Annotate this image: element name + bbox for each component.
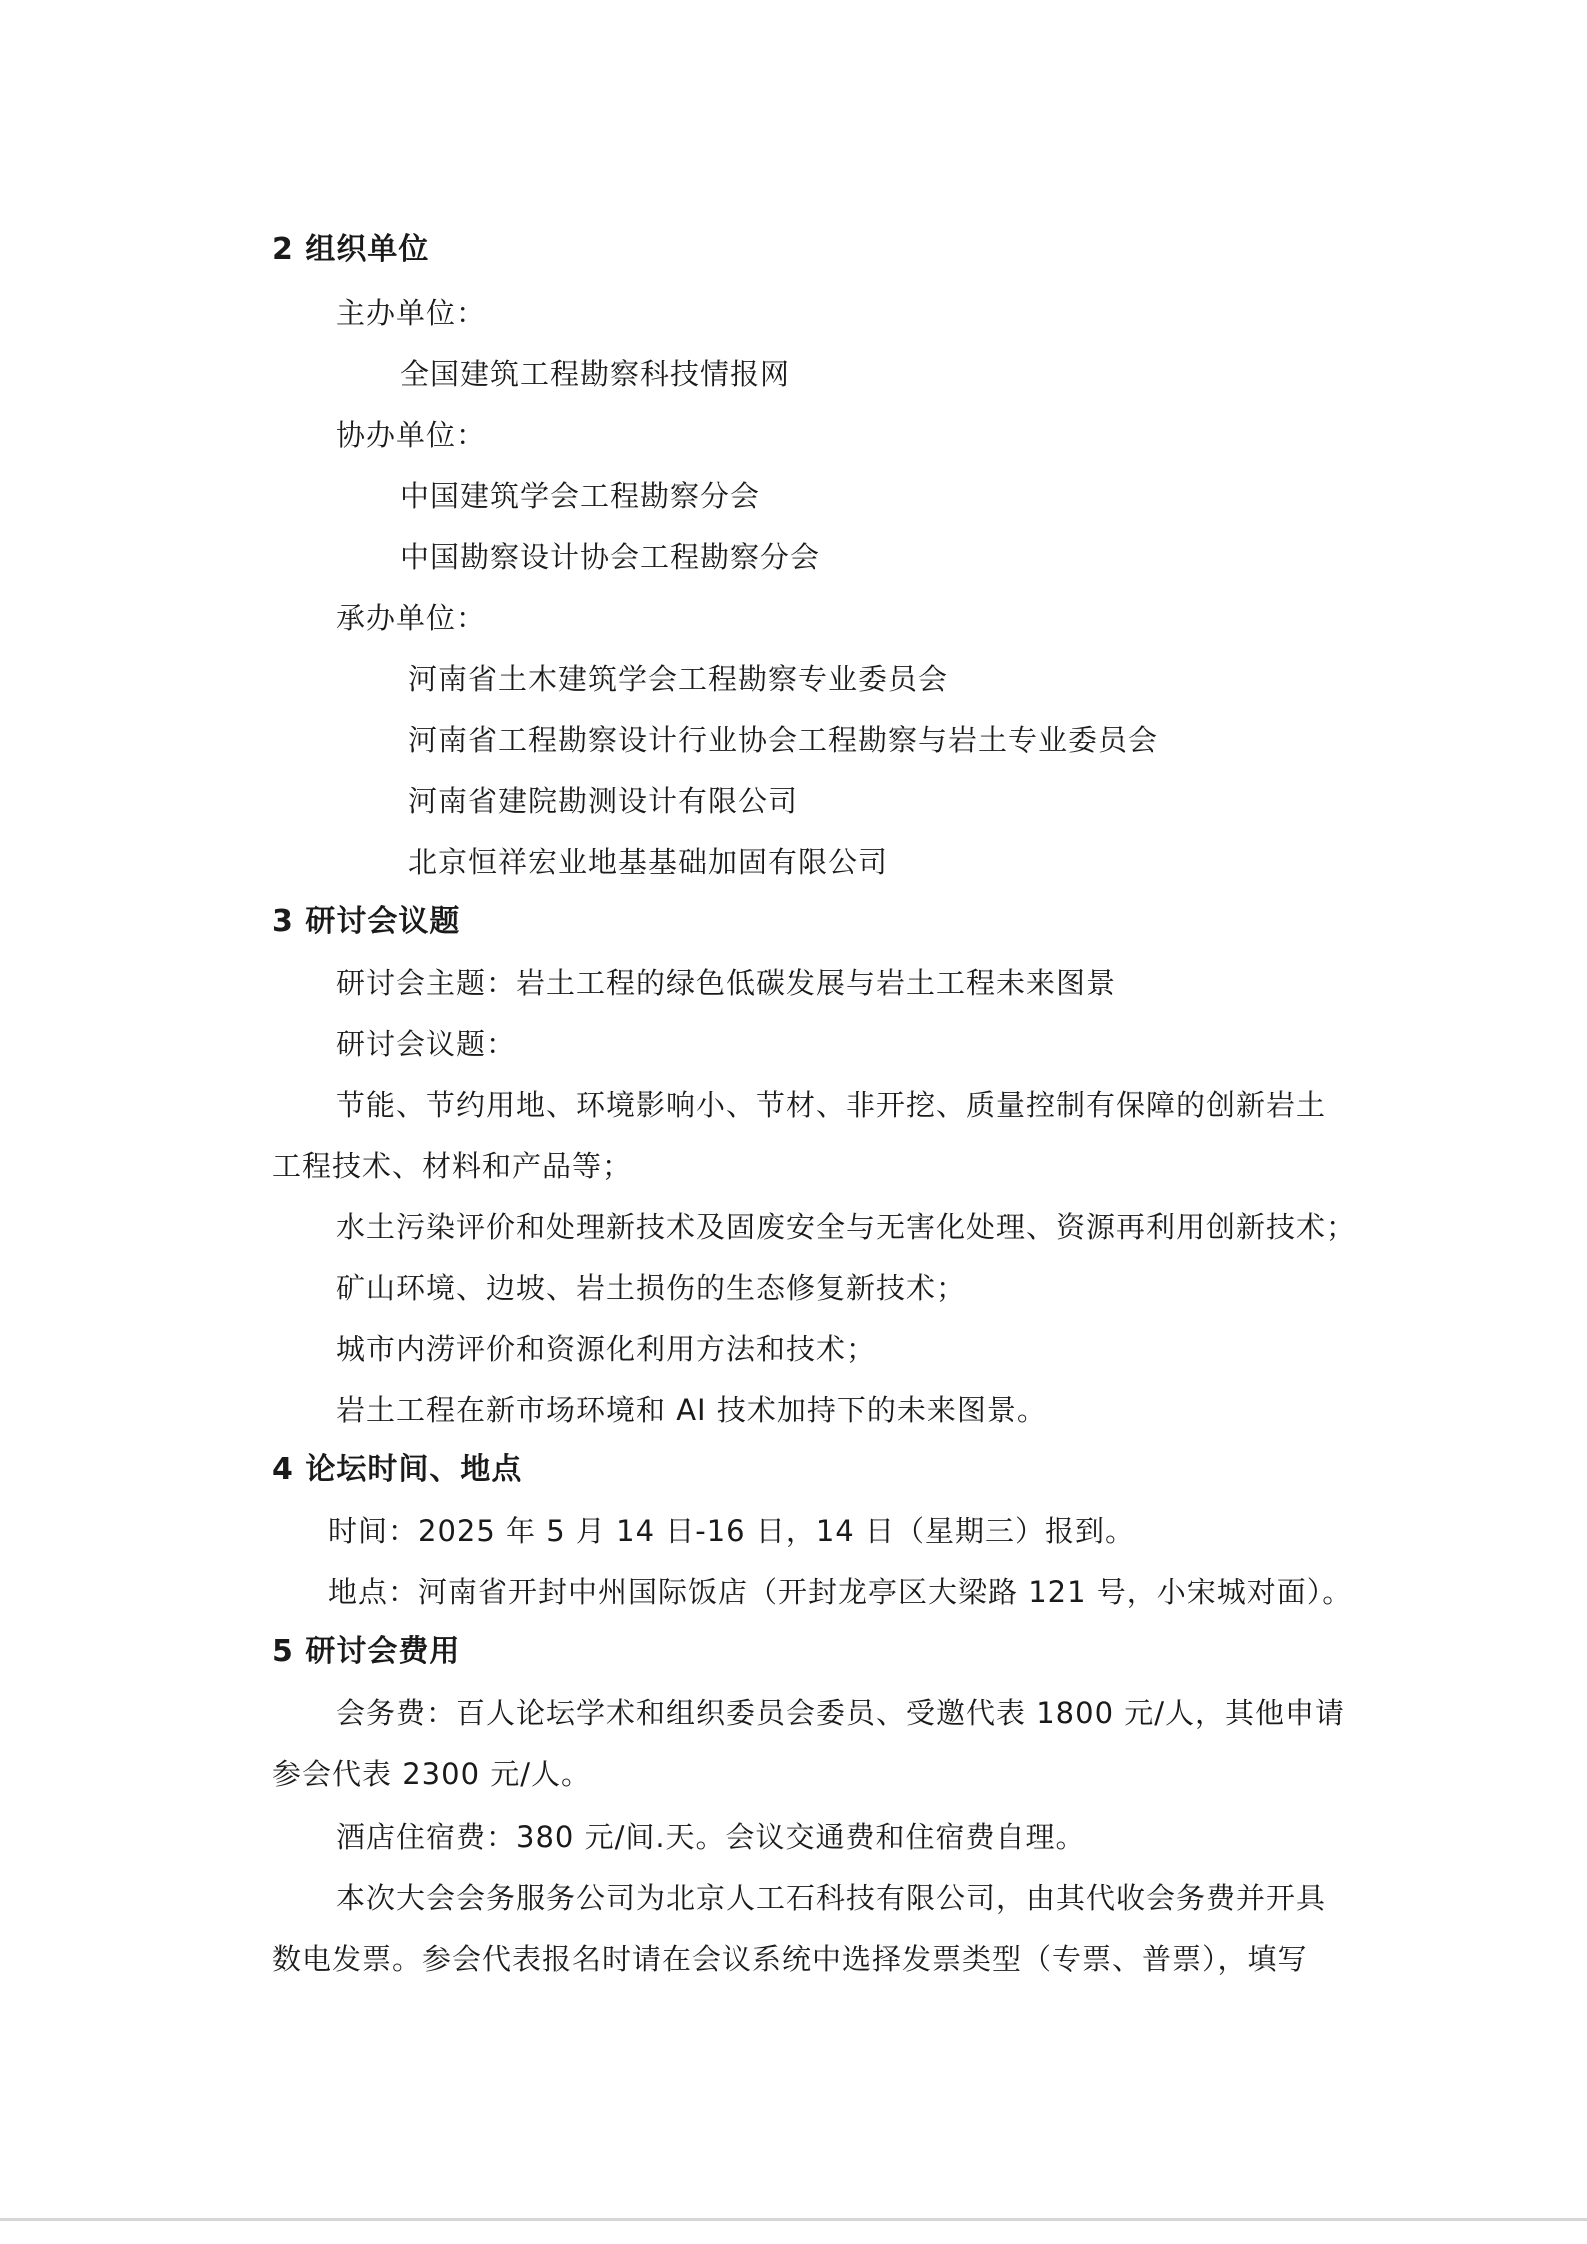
service-company: 本次大会会务服务公司为北京人工石科技有限公司，由其代收会务费并开具 [336,1881,1327,1915]
topic-item: 城市内涝评价和资源化利用方法和技术； [336,1332,877,1366]
section-5-heading: 5 研讨会费用 [272,1634,461,1669]
co-unit-org: 中国勘察设计协会工程勘察分会 [400,540,821,574]
section-4-heading: 4 论坛时间、地点 [272,1452,523,1487]
forum-time: 时间：2025 年 5 月 14 日-16 日，14 日（星期三）报到。 [328,1514,1135,1548]
topic-item: 矿山环境、边坡、岩土损伤的生态修复新技术； [336,1271,967,1305]
topic-item: 水土污染评价和处理新技术及固废安全与无害化处理、资源再利用创新技术； [336,1210,1357,1244]
co-unit-label: 协办单位： [336,418,487,452]
undertake-unit-org: 北京恒祥宏业地基基础加固有限公司 [408,845,889,879]
forum-place: 地点：河南省开封中州国际饭店（开封龙亭区大梁路 121 号，小宋城对面）。 [328,1575,1353,1609]
conference-fee: 会务费：百人论坛学术和组织委员会委员、受邀代表 1800 元/人，其他申请 [336,1696,1346,1730]
co-unit-org: 中国建筑学会工程勘察分会 [400,479,761,513]
undertake-unit-org: 河南省土木建筑学会工程勘察专业委员会 [408,662,949,696]
topic-item: 岩土工程在新市场环境和 AI 技术加持下的未来图景。 [336,1393,1047,1427]
seminar-theme: 研讨会主题：岩土工程的绿色低碳发展与岩土工程未来图景 [336,966,1117,1000]
hotel-fee: 酒店住宿费：380 元/间.天。会议交通费和住宿费自理。 [336,1820,1086,1854]
undertake-unit-label: 承办单位： [336,601,487,635]
undertake-unit-org: 河南省建院勘测设计有限公司 [408,784,799,818]
host-unit-org: 全国建筑工程勘察科技情报网 [400,357,791,391]
scan-edge-line [0,2218,1587,2221]
service-company-continued: 数电发票。参会代表报名时请在会议系统中选择发票类型（专票、普票），填写 [272,1942,1308,1976]
topic-item-continued: 工程技术、材料和产品等； [272,1149,633,1183]
section-3-heading: 3 研讨会议题 [272,904,461,939]
conference-fee-continued: 参会代表 2300 元/人。 [272,1757,592,1791]
section-2-heading: 2 组织单位 [272,232,430,267]
host-unit-label: 主办单位： [336,296,487,330]
seminar-topics-label: 研讨会议题： [336,1027,517,1061]
topic-item: 节能、节约用地、环境影响小、节材、非开挖、质量控制有保障的创新岩土 [336,1088,1327,1122]
undertake-unit-org: 河南省工程勘察设计行业协会工程勘察与岩土专业委员会 [408,723,1159,757]
